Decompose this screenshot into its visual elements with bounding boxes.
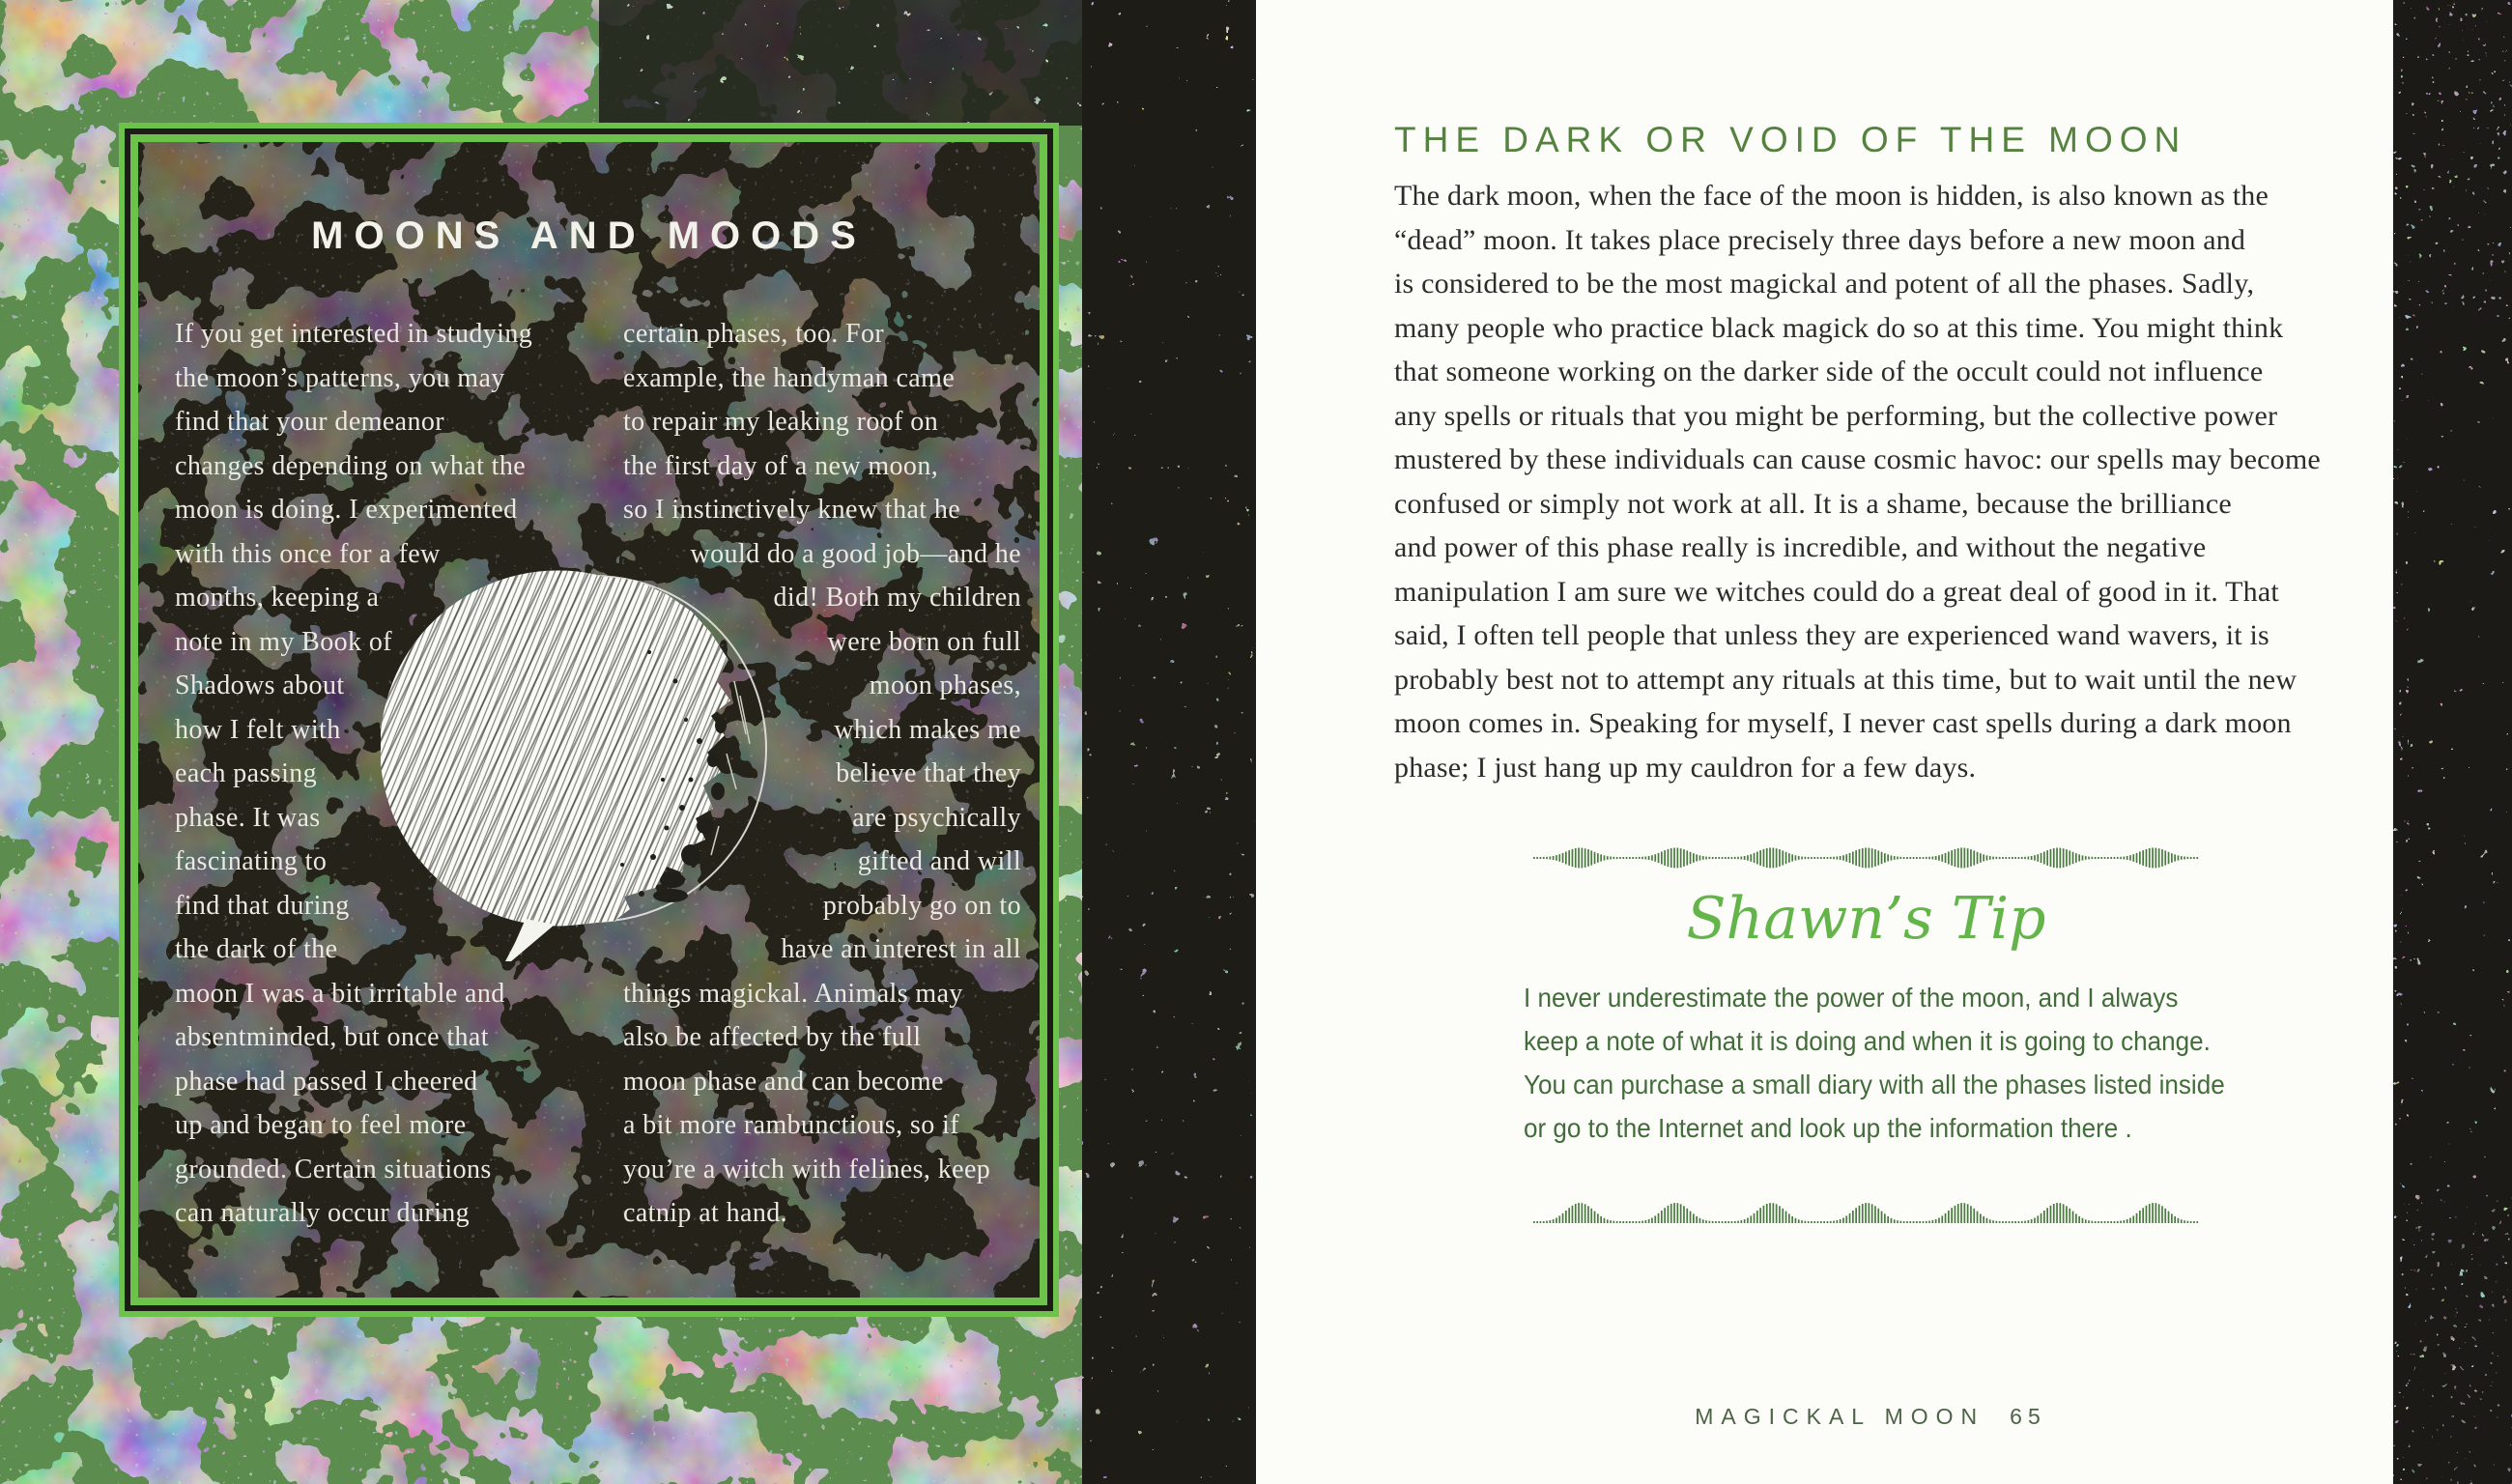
text-line: phase. It was: [175, 802, 321, 833]
text-line: phase; I just hang up my cauldron for a few days.: [1394, 751, 1977, 784]
text-line: confused or simply not work at all. It is a shame, because the brilliance: [1394, 487, 2232, 520]
text-line: can naturally occur during: [175, 1198, 471, 1228]
text-line: find that your demeanor: [175, 407, 445, 437]
text-line: manipulation I am sure we witches could do a great deal of good in it. That: [1394, 575, 2279, 608]
text-line: probably best not to attempt any rituals at this time, but to wait until the new: [1394, 663, 2298, 696]
text-line: many people who practice black magick do so at this time. You might think: [1394, 311, 2284, 344]
panel-title: MOONS AND MOODS: [311, 214, 867, 257]
text-line: moon comes in. Speaking for myself, I never cast spells during a dark moon: [1394, 707, 2292, 739]
text-line: which makes me: [834, 714, 1021, 745]
text-line: moon phases,: [869, 671, 1021, 700]
text-line: example, the handyman came: [623, 362, 956, 393]
right-page: [1256, 0, 2512, 1484]
text-line: find that during: [175, 890, 350, 921]
text-line: the first day of a new moon,: [623, 450, 939, 481]
text-line: phase had passed I cheered: [175, 1066, 478, 1097]
footer-page-number: 65: [2010, 1404, 2046, 1429]
text-line: catnip at hand.: [623, 1198, 788, 1228]
text-line: to repair my leaking roof on: [623, 407, 939, 437]
text-line: you’re a witch with felines, keep: [623, 1154, 991, 1184]
page-footer: [1295, 1404, 2446, 1430]
moon-illustration: [381, 536, 806, 961]
text-line: note in my Book of: [175, 626, 392, 657]
text-line: gifted and will: [857, 846, 1021, 876]
text-line: each passing: [175, 758, 318, 788]
text-line: I never underestimate the power of the moon, and I always: [1524, 983, 2179, 1013]
text-line: or go to the Internet and look up the information there .: [1524, 1113, 2132, 1143]
text-line: The dark moon, when the face of the moon is hidden, is also known as the: [1394, 180, 2269, 212]
text-line: “dead” moon. It takes place precisely three days before a new moon and: [1394, 223, 2246, 256]
tip-text: [1524, 976, 2225, 1150]
text-line: the dark of the: [175, 934, 338, 964]
text-line: a bit more rambunctious, so if: [623, 1110, 959, 1140]
text-line: changes depending on what the: [175, 450, 527, 481]
squiggle-divider-top: [1531, 846, 2201, 870]
text-line: also be affected by the full: [623, 1022, 922, 1052]
body-paragraph: [1394, 174, 2321, 789]
edge-grunge-texture: [2393, 0, 2512, 1484]
text-line: how I felt with: [175, 714, 341, 745]
text-line: certain phases, too. For: [623, 319, 885, 349]
text-line: things magickal. Animals may: [623, 978, 963, 1009]
text-line: up and began to feel more: [175, 1110, 467, 1140]
text-line: months, keeping a: [175, 583, 380, 613]
text-line: believe that they: [836, 758, 1021, 788]
text-line: mustered by these individuals can cause cosmic havoc: our spells may become: [1394, 443, 2321, 475]
text-line: If you get interested in studying: [175, 319, 533, 349]
squiggle-divider-bottom: [1531, 1202, 2201, 1225]
text-line: that someone working on the darker side of the occult could not influence: [1394, 356, 2264, 387]
text-line: moon I was a bit irritable and: [175, 978, 505, 1009]
text-line: with this once for a few: [175, 538, 441, 569]
text-line: moon phase and can become: [623, 1066, 944, 1097]
text-line: were born on full: [827, 626, 1021, 657]
text-line: fascinating to: [175, 846, 328, 876]
text-line: moon is doing. I experimented: [175, 495, 518, 525]
text-line: so I instinctively knew that he: [623, 495, 961, 525]
text-line: any spells or rituals that you might be performing, but the collective power: [1394, 399, 2278, 432]
footer-book-title: MAGICKAL MOON: [1695, 1404, 1985, 1429]
text-line: said, I often tell people that unless they are experienced wand wavers, it is: [1394, 619, 2269, 651]
tip-title: Shawn’s Tip: [1686, 885, 2046, 953]
text-line: grounded. Certain situations: [175, 1154, 492, 1184]
text-line: Shadows about: [175, 671, 345, 700]
text-line: absentminded, but once that: [175, 1022, 489, 1052]
text-line: did! Both my children: [773, 583, 1021, 613]
text-line: are psychically: [852, 802, 1021, 833]
text-line: probably go on to: [822, 890, 1021, 921]
text-line: would do a good job—and he: [690, 538, 1021, 569]
text-line: and power of this phase really is incredible, and without the negative: [1394, 531, 2207, 563]
text-line: is considered to be the most magickal and potent of all the phases. Sadly,: [1394, 268, 2255, 300]
text-line: You can purchase a small diary with all the phases listed inside: [1524, 1070, 2225, 1099]
text-line: keep a note of what it is doing and when it is going to change.: [1524, 1026, 2211, 1056]
text-line: the moon’s patterns, you may: [175, 362, 505, 393]
text-line: have an interest in all: [781, 934, 1021, 964]
section-heading: THE DARK OR VOID OF THE MOON: [1394, 120, 2187, 159]
